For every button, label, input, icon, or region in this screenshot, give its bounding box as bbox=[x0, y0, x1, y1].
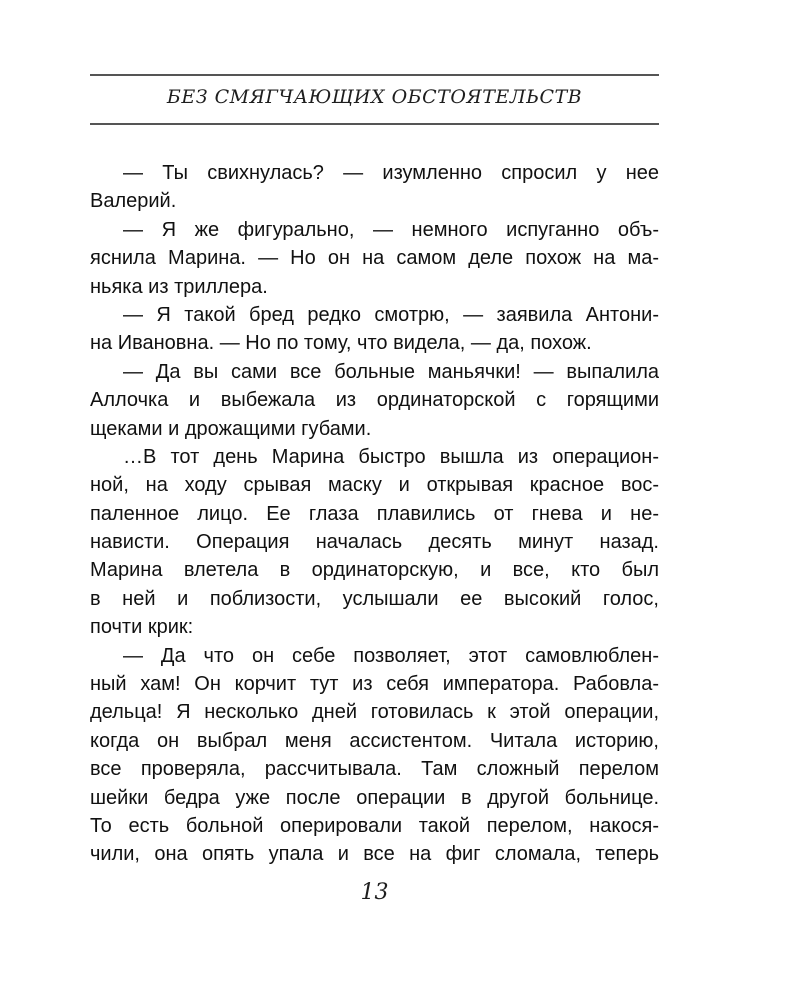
text-line: почти крик: bbox=[90, 616, 194, 639]
text-line: …В тот день Марина быстро вышла из операцион- bbox=[123, 445, 659, 468]
text-line: на Ивановна. — Но по тому, что видела, — да, похож. bbox=[90, 332, 592, 355]
page-number: 13 bbox=[360, 880, 389, 905]
text-line: — Ты свихнулась? — изумленно спросил у нее bbox=[123, 162, 659, 184]
text-line: когда он выбрал меня ассистентом. Читала историю, bbox=[90, 729, 659, 752]
text-line: чили, она опять упала и все на фиг сломала, теперь bbox=[90, 843, 659, 866]
text-line: в ней и поблизости, услышали ее высокий голос, bbox=[90, 587, 659, 610]
text-line: — Да что он себе позволяет, этот самовлюблен- bbox=[123, 644, 659, 667]
body-text bbox=[90, 159, 659, 869]
text-line: Марина влетела в ординаторскую, и все, кто был bbox=[90, 559, 659, 582]
text-line: нависти. Операция началась десять минут назад. bbox=[90, 531, 659, 554]
text-line: шейки бедра уже после операции в другой больнице. bbox=[90, 786, 659, 809]
text-line: — Я же фигурально, — немного испуганно объ- bbox=[123, 218, 659, 241]
text-line: ньяка из триллера. bbox=[90, 275, 268, 298]
text-line: ный хам! Он корчит тут из себя императора. Рабовла- bbox=[90, 673, 659, 696]
text-line: паленное лицо. Ее глаза плавились от гнева и не- bbox=[90, 502, 659, 525]
running-head: БЕЗ СМЯГЧАЮЩИХ ОБСТОЯТЕЛЬСТВ bbox=[166, 86, 583, 108]
text-line: щеками и дрожащими губами. bbox=[90, 417, 372, 440]
text-line: — Я такой бред редко смотрю, — заявила Антони- bbox=[123, 303, 659, 326]
text-line: То есть больной оперировали такой перелом, накося- bbox=[90, 814, 659, 837]
text-line: ной, на ходу срывая маску и открывая красное вос- bbox=[90, 474, 659, 497]
header-rule-top bbox=[90, 74, 659, 76]
text-line: Аллочка и выбежала из ординаторской с горящими bbox=[90, 389, 659, 412]
text-line: яснила Марина. — Но он на самом деле похож на ма- bbox=[90, 247, 659, 270]
text-line: дельца! Я несколько дней готовилась к этой операции, bbox=[90, 701, 659, 724]
text-line: — Да вы сами все больные маньячки! — выпалила bbox=[123, 360, 659, 383]
header-rule-bottom bbox=[90, 123, 659, 125]
text-line: Валерий. bbox=[90, 190, 177, 213]
text-line: все проверяла, рассчитывала. Там сложный перелом bbox=[90, 758, 659, 781]
